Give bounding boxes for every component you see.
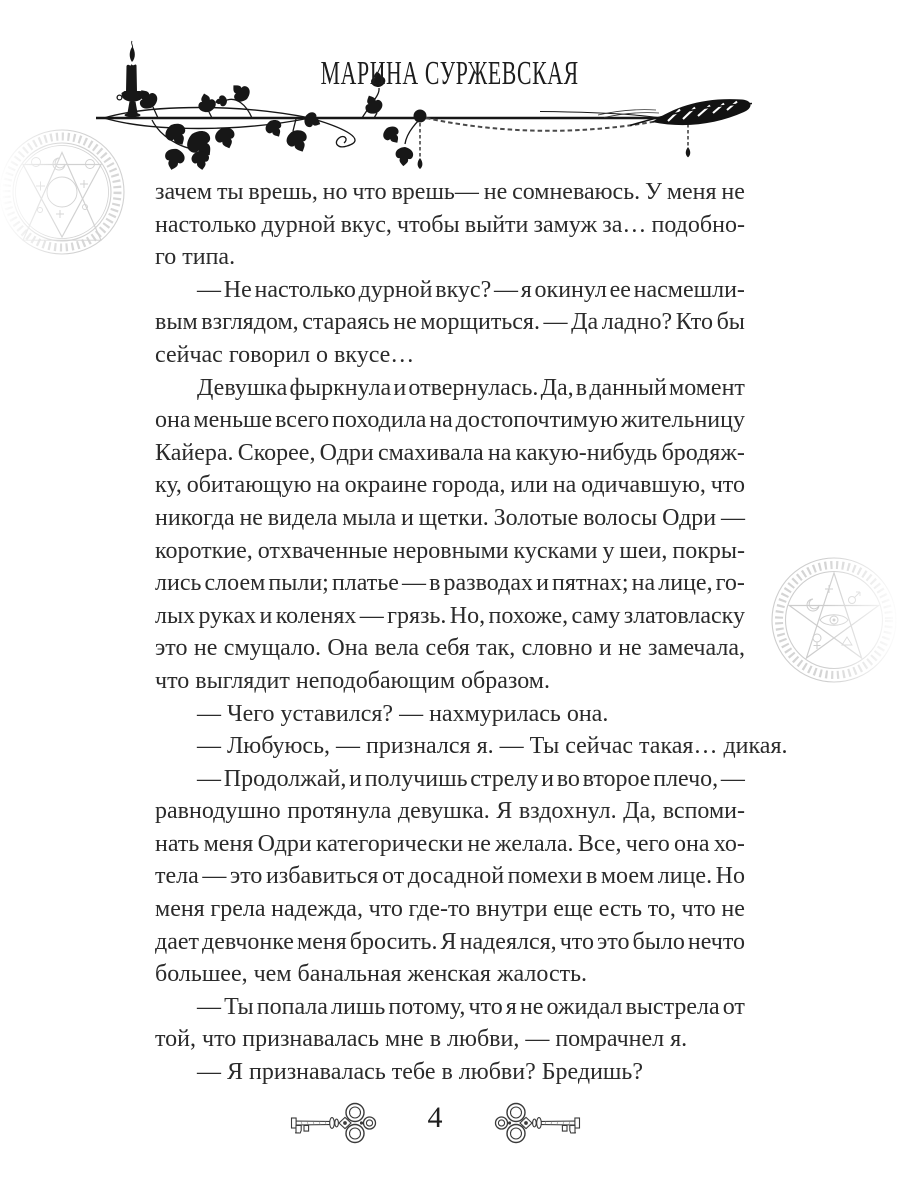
arrow-shaft-line [96,108,702,129]
text-line: большее, чем банальная женская жалость. [155,961,588,988]
chain-swag [426,118,658,131]
page-number: 4 [427,1101,443,1134]
text-line: настолько дурной вкус, чтобы выйти замуж за… подобно- [155,211,745,238]
text-line: лых руках и коленях — грязь. Но, похоже, саму златовласку [155,602,745,629]
text-line: — Ты попала лишь потому, что я не ожидал выстрела от [197,993,745,1020]
pendant-right [686,124,691,157]
header-ornament-divider [0,0,900,190]
text-line: вым взглядом, стараясь не морщиться. — Да ладно? Кто бы [155,309,745,336]
text-line: зачем ты врешь, но что врешь— не сомневаюсь. У меня не [155,179,745,205]
text-line: короткие, отхваченные неровными кусками у шеи, покры- [155,537,745,564]
text-line: — Не настолько дурной вкус? — я окинул ее насмешли- [197,276,745,303]
skeleton-key-right-icon [492,1101,584,1145]
text-line: ку, обитающую на окраине города, или на одичавшую, что [155,472,745,499]
pendant-left [418,123,423,169]
text-line: тела — это избавиться от досадной помехи в моем лице. Но [155,863,745,890]
text-line: дает девчонке меня бросить. Я надеялся, что это было нечто [155,928,745,955]
text-line: — Продолжай, и получишь стрелу и во второе плечо, — [197,765,745,792]
author-name: МАРИНА СУРЖЕВСКАЯ [320,55,580,92]
magic-seal-left-watermark [0,122,134,266]
text-line: той, что признавалась мне в любви, — помрачнел я. [155,1026,688,1053]
text-line: что выглядит неподобающим образом. [155,667,550,694]
feather-icon [598,99,752,125]
bead [414,110,427,123]
text-line: лись слоем пыли; платье — в разводах и пятнах; на лице, го- [155,570,745,597]
text-line: — Любуюсь, — признался я. — Ты сейчас такая… дикая. [197,733,788,760]
text-line: го типа. [155,244,236,271]
page-title-author [0,56,900,92]
text-line: это не смущало. Она вела себя так, словно и не замечала, [155,635,745,662]
magic-seal-right-watermark [759,545,900,695]
text-line: — Чего уставился? — нахмурилась она. [197,700,609,727]
page-text [155,176,788,1089]
text-line: меня грела надежда, что где-то внутри еще есть то, что не [155,896,745,923]
text-line: равнодушно протянула девушка. Я вздохнул. Да, вспоми- [155,798,745,825]
text-line: Кайера. Скорее, Одри смахивала на какую-нибудь бродяж- [155,439,745,466]
text-line: нать меня Одри категорически не желала. Все, чего она хо- [155,830,745,857]
text-line: она меньше всего походила на достопочтимую жительницу [155,407,745,434]
text-line: Девушка фыркнула и отвернулась. Да, в данный момент [197,374,745,401]
text-line: никогда не видела мыла и щетки. Золотые волосы Одри — [155,504,745,531]
text-line: — Я признавалась тебе в любви? Бредишь? [197,1059,643,1086]
text-line: сейчас говорил о вкусе… [155,341,415,368]
